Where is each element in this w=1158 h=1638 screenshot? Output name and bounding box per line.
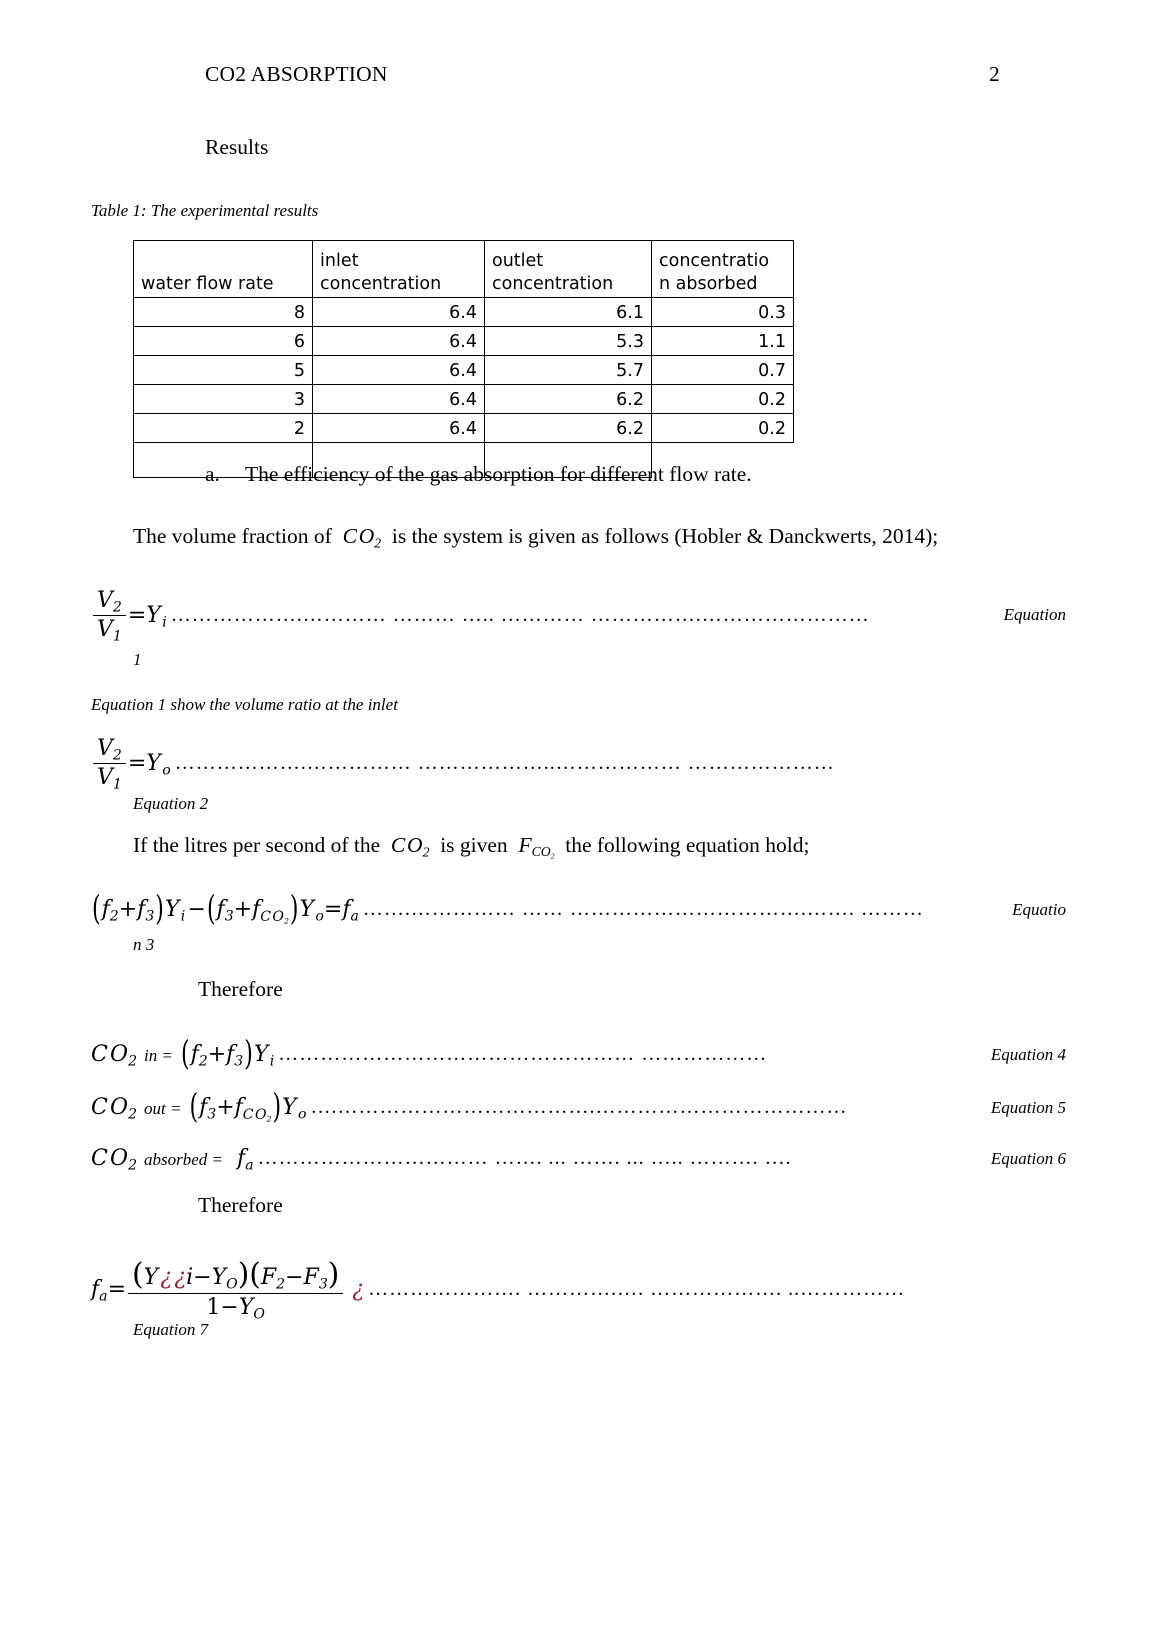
equation-5	[91, 1088, 1066, 1127]
equation-1-label-wrap: 1	[133, 650, 142, 669]
header-line-1: concentratio	[659, 251, 770, 272]
equation-6-lhs-word: absorbed =	[144, 1150, 224, 1169]
fraction-numerator: $V_2$	[93, 736, 126, 764]
equation-7-lhs: $f_a$	[91, 1276, 108, 1304]
leader-dots: …….…………… …… …………………………….……. ………	[362, 898, 924, 920]
table-header-concentration-absorbed	[652, 241, 794, 298]
paragraph-litres-per-second	[133, 833, 810, 861]
inline-math-co2: C $O_2$	[337, 524, 382, 551]
rhs-yi: Y $_i$	[146, 602, 167, 631]
running-header	[205, 62, 1000, 87]
table-row	[134, 414, 794, 443]
experimental-results-table	[133, 240, 794, 478]
equation-7-caption: Equation 7	[133, 1320, 209, 1339]
equation-1-note: Equation 1 show the volume ratio at the inlet	[91, 695, 398, 714]
cell-outlet-concentration: 6.2	[485, 414, 652, 443]
cell-outlet-concentration: 5.7	[485, 356, 652, 385]
fraction-v2-over-v1	[93, 588, 126, 643]
table-header-row	[134, 241, 794, 298]
document-title: CO2 ABSORPTION	[205, 62, 388, 86]
fraction-denominator: $V_1$	[97, 764, 122, 793]
red-inverted-question-2: ¿	[174, 1265, 187, 1290]
cell-water-flow-rate: 8	[134, 298, 313, 327]
fraction-equation-7	[128, 1257, 343, 1321]
fraction-denominator: $V_1$	[97, 616, 122, 645]
section-heading-results: Results	[205, 135, 269, 159]
equation-6	[91, 1146, 1066, 1174]
leader-dots: ….……………………………….………………………………	[310, 1096, 848, 1118]
leader-dots: ……………….…………… ………………..……………… …………………	[174, 751, 835, 774]
leader-dots: …………………………………………… ………………	[278, 1043, 768, 1065]
equation-5-lhs: C $O_2$ out =	[91, 1095, 182, 1123]
table-row	[134, 327, 794, 356]
fraction-numerator: (Y ¿ ¿$i-Y_O)(F_2-F_3)$	[128, 1257, 343, 1294]
table-row	[134, 298, 794, 327]
cell-inlet-concentration: 6.4	[313, 356, 485, 385]
red-inverted-question-3: ¿	[345, 1276, 365, 1302]
cell-inlet-concentration: 6.4	[313, 414, 485, 443]
list-item-text: The efficiency of the gas absorption for different flow rate.	[245, 462, 752, 486]
therefore-text-2: Therefore	[198, 1193, 283, 1217]
equation-4	[91, 1035, 1066, 1074]
list-marker: a.	[205, 462, 220, 486]
page-number: 2	[989, 62, 1000, 86]
cell-water-flow-rate: 5	[134, 356, 313, 385]
therefore-text-1: Therefore	[198, 977, 283, 1001]
equation-3-label-wrap: n 3	[133, 935, 155, 954]
equation-label: Equation 4	[990, 1044, 1066, 1064]
table-row	[134, 356, 794, 385]
red-inverted-question-1: ¿	[160, 1265, 173, 1290]
paragraph-text-before: The volume fraction of	[133, 524, 332, 548]
cell-water-flow-rate: 6	[134, 327, 313, 356]
equation-label: Equation 6	[990, 1148, 1066, 1168]
equation-label: Equatio	[1012, 899, 1066, 919]
equation-2	[91, 736, 1066, 791]
paragraph-text-after: the following equation hold;	[565, 833, 810, 857]
table-header-inlet-concentration	[313, 241, 485, 298]
paragraph-text-before: If the litres per second of the	[133, 833, 381, 857]
equation-label: Equation 5	[990, 1097, 1066, 1117]
equation-2-caption: Equation 2	[133, 794, 209, 813]
equation-3	[91, 890, 1066, 929]
cell-inlet-concentration: 6.4	[313, 298, 485, 327]
equation-4-lhs: C $O_2$ in =	[91, 1042, 173, 1070]
table-header-outlet-concentration	[485, 241, 652, 298]
equation-1	[91, 588, 1066, 643]
cell-concentration-absorbed: 0.2	[652, 385, 794, 414]
paragraph-text-after: is the system is given as follows (Hobler & Danckwerts, 2014);	[391, 524, 939, 548]
list-item-a	[205, 462, 752, 487]
equation-7	[91, 1257, 1066, 1321]
cell-concentration-absorbed: 0.7	[652, 356, 794, 385]
rhs-yo: Y $_o$	[146, 750, 171, 779]
table-caption: Table 1: The experimental results	[91, 201, 319, 220]
header-line-1: outlet	[492, 251, 544, 272]
equation-5-rhs: $(f_3+f_{C O2})Y$ $_o$	[189, 1088, 307, 1127]
leader-dots: ……………….………… ……… ….. ………… …………….……………………	[170, 603, 870, 626]
cell-concentration-absorbed: 0.2	[652, 414, 794, 443]
equals-sign: =	[127, 750, 147, 776]
equation-3-expression: $(f_2+f_3)Y$ $_i$ $-(f_3+f_{C O2})Y$ $_o=f_a$	[92, 890, 359, 929]
cell-inlet-concentration: 6.4	[313, 385, 485, 414]
cell-concentration-absorbed: 1.1	[652, 327, 794, 356]
header-line-1: inlet	[320, 251, 359, 272]
header-line-2: concentration	[320, 273, 442, 294]
equation-5-lhs-word: out =	[144, 1099, 182, 1118]
equation-4-lhs-word: in =	[144, 1046, 173, 1065]
fraction-numerator: $V_2$	[93, 588, 126, 616]
header-line-2: water flow rate	[141, 273, 274, 294]
cell-outlet-concentration: 6.2	[485, 385, 652, 414]
leader-dots: …………………………… ……. ... ……. ... ….. ………. ….	[257, 1147, 792, 1169]
equation-6-rhs: $f_a$	[237, 1146, 254, 1174]
header-line-2: n absorbed	[659, 273, 758, 294]
inline-math-co2: C $O_2$	[385, 833, 430, 860]
equation-4-rhs: $(f_2+f_3)Y$ $_i$	[180, 1035, 275, 1074]
cell-inlet-concentration: 6.4	[313, 327, 485, 356]
table-header-water-flow-rate	[134, 241, 313, 298]
equals-sign: =	[127, 602, 147, 628]
header-line-2: concentration	[492, 273, 614, 294]
cell-water-flow-rate: 3	[134, 385, 313, 414]
equation-label: Equation	[1003, 605, 1066, 625]
paragraph-text-mid: is given	[440, 833, 508, 857]
cell-water-flow-rate: 2	[134, 414, 313, 443]
fraction-v2-over-v1	[93, 736, 126, 791]
table-row	[134, 385, 794, 414]
cell-outlet-concentration: 5.3	[485, 327, 652, 356]
fraction-denominator: $1-Y_O$	[206, 1295, 265, 1323]
leader-dots: …………………. ………….…. ………………. ..……………	[368, 1277, 906, 1300]
inline-math-f-co2: $F_{CO2}$	[513, 833, 555, 861]
paragraph-volume-fraction	[133, 524, 938, 549]
cell-concentration-absorbed: 0.3	[652, 298, 794, 327]
cell-outlet-concentration: 6.1	[485, 298, 652, 327]
equation-6-lhs: C $O_2$ absorbed =	[91, 1146, 224, 1174]
equals-sign: =	[107, 1276, 126, 1302]
